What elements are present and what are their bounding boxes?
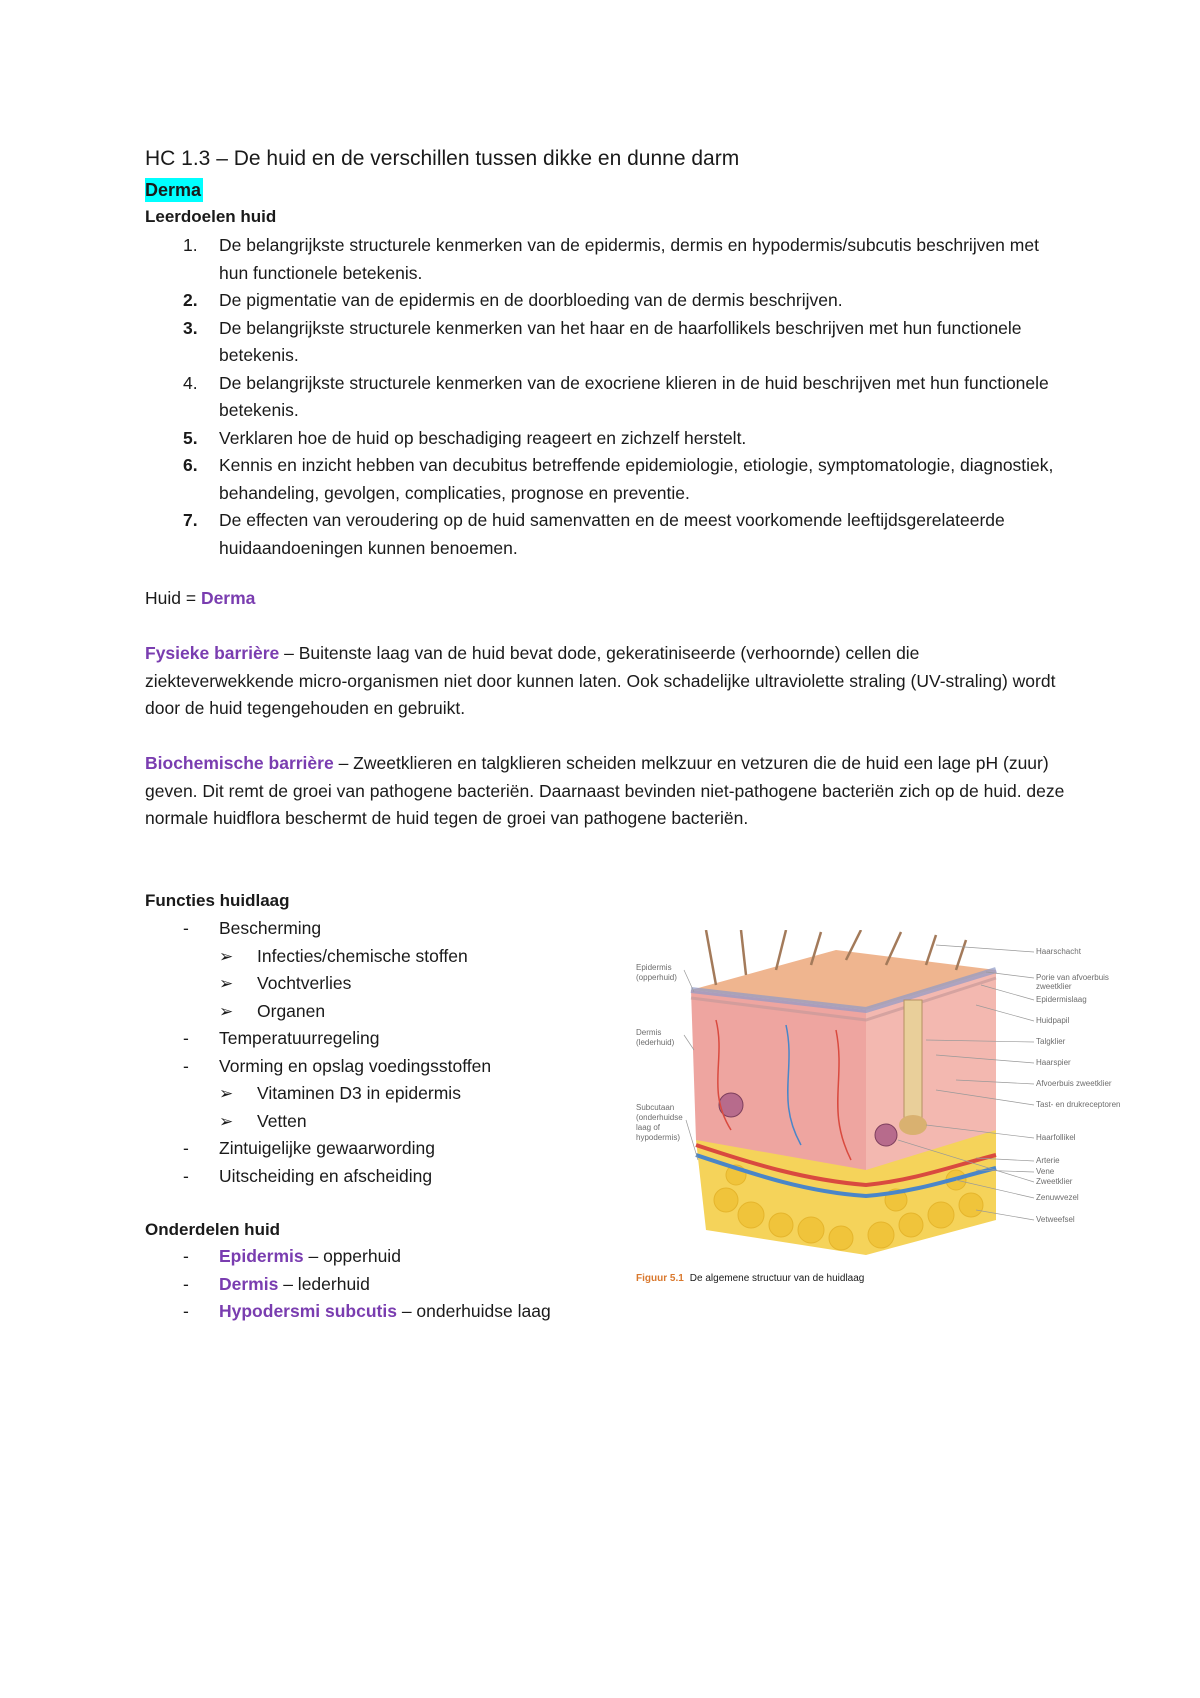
svg-text:(onderhuidse: (onderhuidse [636, 1113, 683, 1122]
arrow-bullet-icon: ➢ [219, 1001, 234, 1021]
list-item: 2. De pigmentatie van de epidermis en de doorbloeding van de dermis beschrijven. [183, 290, 843, 310]
svg-text:Vene: Vene [1036, 1167, 1055, 1176]
svg-text:Dermis: Dermis [636, 1028, 662, 1037]
svg-text:Porie van afvoerbuis: Porie van afvoerbuis [1036, 973, 1109, 982]
arrow-bullet-icon: ➢ [219, 974, 234, 993]
svg-text:Epidermislaag: Epidermislaag [1036, 995, 1087, 1004]
list-item: 1. De belangrijkste structurele kenmerken van de epidermis, dermis en hypodermis/subcutis beschrijven met hun functionele betekenis. [183, 235, 1039, 283]
page-title: HC 1.3 – De huid en de verschillen tussen dikke en dunne darm [145, 147, 740, 170]
biochemische-barriere-paragraph: Biochemische barrière – Zweetklieren en talgklieren scheiden melkzuur en vetzuren die de huid een lage pH (zuur) geven. Dit remt de groei van pathogene bacteriën. Daarnaast bevinden niet-pathogene bacteriën zich op de huid. deze normale huidflora beschermt de huid tegen de groei van pathogene bacteriën. [145, 753, 1065, 828]
svg-text:(lederhuid): (lederhuid) [636, 1038, 675, 1047]
skin-structure-figure [636, 930, 1146, 1290]
svg-text:zweetklier: zweetklier [1036, 982, 1072, 991]
svg-text:Tast- en drukreceptoren: Tast- en drukreceptoren [1036, 1100, 1121, 1109]
leerdoelen-list [145, 232, 1069, 562]
arrow-bullet-icon: ➢ [219, 1084, 234, 1103]
arrow-bullet-icon: ➢ [219, 946, 234, 966]
svg-text:Talgklier: Talgklier [1036, 1037, 1066, 1046]
svg-text:Haarfollikel: Haarfollikel [1036, 1133, 1076, 1142]
huid-definition: Huid = Derma [145, 588, 256, 608]
list-item: 5. Verklaren hoe de huid op beschadiging reageert en zichzelf herstelt. [183, 427, 747, 448]
document-page: HC 1.3 – De huid en de verschillen tussen dikke en dunne darm Derma Leerdoelen huid 1. De belangrijkste structurele kenmerken van de epidermis, dermis en hypodermis/subcutis beschrijven met hun functionele betekenis. 2. De pigmentatie van de epidermis en de doorbloeding van de dermis beschrijven. 3. De belangrijkste structurele kenmerken van het haar en de haarfollikels beschrijven met hun functionele betekenis. 4. De belangrijkste structurele kenmerken van de exocriene klieren in de huid beschrijven met hun functionele betekenis. 5. Verklaren hoe de huid op beschadiging reageert en zichzelf herstelt. 6. Kennis en inzicht hebben van decubitus betreffende epidemiologie, etiologie, symptomatologie, diagnostiek, behandeling, gevolgen, complicaties, prognose en preventie. 7. De effecten van veroudering op de huid samenvatten en de meest voorkomende leeftijdsgerelateerde huidaandoeningen kunnen benoemen. Huid = Derma Fysieke barrière – Buitenste laag van de huid bevat dode, gekeratiniseerde (verhoornde) cellen die ziekteverwekkende micro-organismen niet door kunnen laten. Ook schadelijke ultraviolette straling (UV-straling) wordt door de huid tegengehouden en gebruikt. Biochemische barrière – Zweetklieren en talgklieren scheiden melkzuur en vetzuren die de huid een lage pH (zuur) geven. Dit remt de groei van pathogene bacteriën. Daarnaast bevinden niet-pathogene bacteriën zich op de huid. deze normale huidflora beschermt de huid tegen de groei van pathogene bacteriën. Functies huidlaag - Bescherming ➢ Infecties/chemische stoffen ➢ Vochtverlies ➢ Organen - Temperatuurregeling - Vorming en opslag voedingsstoffen ➢ Vitaminen D3 in epidermis ➢ Vetten - Zintuigelijke gewaarwording - Uitscheiding en afscheiding Onderdelen huid - Epidermis – opperhuid - Dermis – lederhuid - Hypodersmi subcutis – onderhuidse laag Epidermis (opperhuid) Dermis (lederhuid) Subcutaan (onderhuidse laag of hypodermis) Haarschacht Porie van afvoerbuis zweetklier Epidermislaag Huidpapil Talgklier Haarspier Afvoerbuis zweetklier Tast- en drukreceptoren Haarfollikel Arterie Vene Zweetklier Zenuwvezel Vetweefsel Figuur 5.1 De algemene structuur van de huidlaag [0, 0, 1200, 1698]
arrow-bullet-icon: ➢ [219, 1111, 234, 1131]
svg-text:laag of: laag of [636, 1123, 661, 1132]
svg-text:Haarschacht: Haarschacht [1036, 947, 1081, 956]
svg-text:hypodermis): hypodermis) [636, 1133, 681, 1142]
list-item: 3. De belangrijkste structurele kenmerken van het haar en de haarfollikels beschrijven met hun functionele betekenis. [183, 317, 1022, 365]
right-labels [1036, 947, 1121, 1224]
functies-heading: Functies huidlaag [145, 891, 290, 910]
onderdelen-heading: Onderdelen huid [145, 1220, 281, 1239]
section-heading-derma: Derma [145, 180, 202, 200]
fysieke-barriere-paragraph: Fysieke barrière – Buitenste laag van de huid bevat dode, gekeratiniseerde (verhoornde) cellen die ziekteverwekkende micro-organismen niet door kunnen laten. Ook schadelijke ultraviolette straling (UV-straling) wordt door de huid tegengehouden en gebruikt. [145, 643, 1056, 718]
figure-caption: Figuur 5.1 De algemene structuur van de huidlaag [636, 1273, 865, 1284]
list-item: 4. De belangrijkste structurele kenmerken van de exocriene klieren in de huid beschrijven met hun functionele betekenis. [183, 372, 1049, 420]
svg-text:Huidpapil: Huidpapil [1036, 1016, 1070, 1025]
svg-text:Afvoerbuis zweetklier: Afvoerbuis zweetklier [1036, 1079, 1112, 1088]
svg-text:Vetweefsel: Vetweefsel [1036, 1215, 1075, 1224]
list-item: 6. Kennis en inzicht hebben van decubitus betreffende epidemiologie, etiologie, symptomatologie, diagnostiek, behandeling, gevolgen, complicaties, prognose en preventie. [183, 455, 1054, 503]
left-labels [636, 963, 683, 1142]
svg-text:Zweetklier: Zweetklier [1036, 1177, 1073, 1186]
skin-diagram-illustration [636, 930, 1146, 1270]
svg-text:(opperhuid): (opperhuid) [636, 973, 677, 982]
svg-text:Haarspier: Haarspier [1036, 1058, 1071, 1067]
leerdoelen-heading: Leerdoelen huid [145, 207, 277, 226]
svg-text:Arterie: Arterie [1036, 1156, 1060, 1165]
svg-text:Zenuwvezel: Zenuwvezel [1036, 1193, 1079, 1202]
svg-text:Subcutaan: Subcutaan [636, 1103, 675, 1112]
hair-follicle [904, 1000, 922, 1120]
list-item: 7. De effecten van veroudering op de huid samenvatten en de meest voorkomende leeftijdsgerelateerde huidaandoeningen kunnen benoemen. [183, 510, 1005, 558]
svg-text:Epidermis: Epidermis [636, 963, 672, 972]
